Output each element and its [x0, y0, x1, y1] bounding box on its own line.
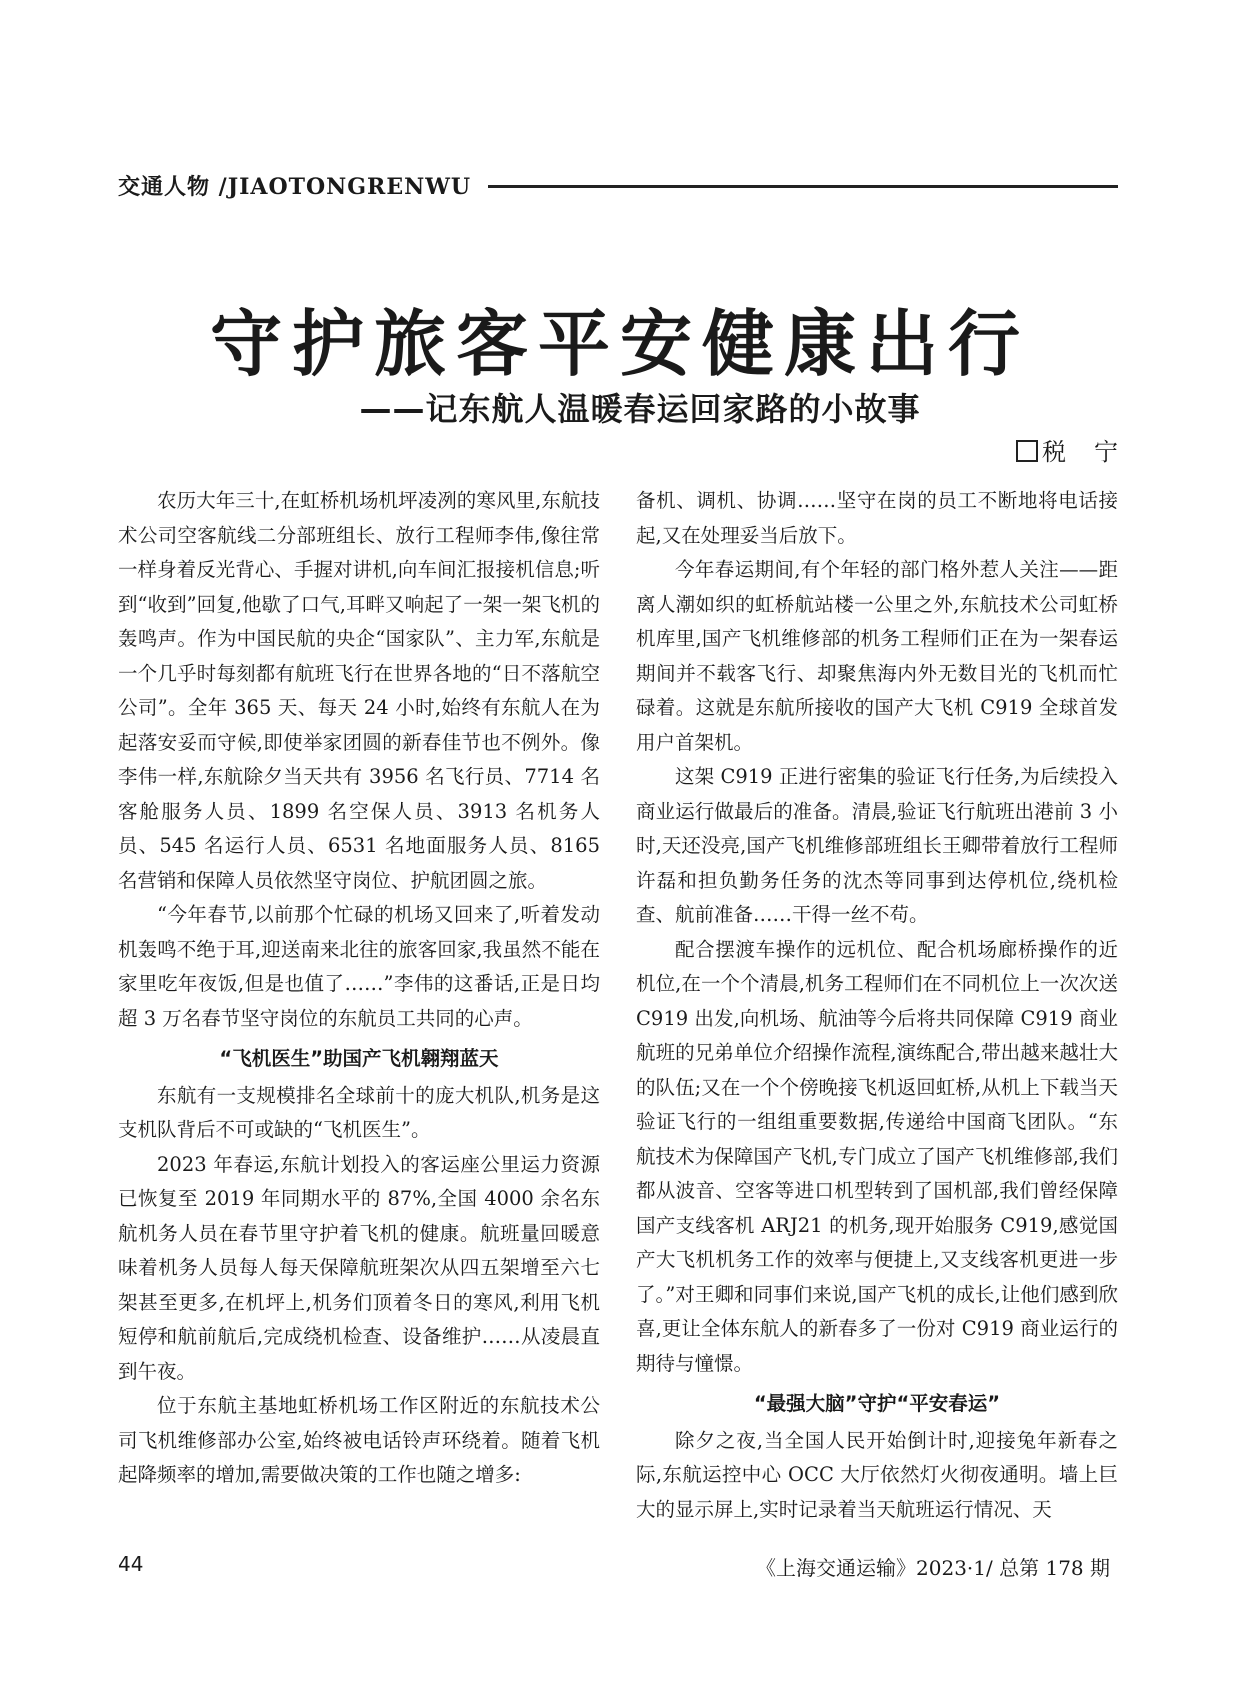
journal-info: 《上海交通运输》2023·1/ 总第 178 期 [756, 1556, 1110, 1580]
paragraph: 除夕之夜,当全国人民开始倒计时,迎接兔年新春之际,东航运控中心 OCC 大厅依然灯火彻夜通明。墙上巨大的显示屏上,实时记录着当天航班运行情况、天 [636, 1428, 1118, 1521]
author-name: 税 宁 [1042, 438, 1120, 466]
header-rule [488, 185, 1118, 188]
left-column [118, 484, 600, 1493]
section-heading: “最强大脑”守护“平安春运” [753, 1392, 1001, 1415]
article-subtitle: ——记东航人温暖春运回家路的小故事 [359, 390, 921, 428]
paragraph: “今年春节,以前那个忙碌的机场又回来了,听着发动机轰鸣不绝于耳,迎送南来北往的旅客回家,我虽然不能在家里吃年夜饭,但是也值了……”李伟的这番话,正是日均超 3 万名春节坚守岗位的东航员工共同的心声。 [118, 903, 600, 1030]
byline-box-icon [1016, 440, 1038, 462]
paragraph: 东航有一支规模排名全球前十的庞大机队,机务是这支机队背后不可或缺的“飞机医生”。 [118, 1083, 600, 1141]
article-title: 守护旅客平安健康出行 [209, 301, 1030, 386]
paragraph: 2023 年春运,东航计划投入的客运座公里运力资源已恢复至 2019 年同期水平的 87%,全国 4000 余名东航机务人员在春节里守护着飞机的健康。航班量回暖意味着机务人员每人每天保障航班架次从四五架增至六七架甚至更多,在机坪上,机务们顶着冬日的寒风,利用飞机短停和航前航后,完成绕机检查、设备维护……从凌晨直到午夜。 [118, 1152, 600, 1383]
byline [1016, 432, 1120, 467]
paragraph: 位于东航主基地虹桥机场工作区附近的东航技术公司飞机维修部办公室,始终被电话铃声环绕着。随着飞机起降频率的增加,需要做决策的工作也随之增多: [118, 1394, 600, 1486]
page-number: 44 [118, 1552, 144, 1576]
paragraph: 备机、调机、协调……坚守在岗的员工不断地将电话接起,又在处理妥当后放下。 [636, 489, 1118, 547]
paragraph: 农历大年三十,在虹桥机场机坪凌冽的寒风里,东航技术公司空客航线二分部班组长、放行工程师李伟,像往常一样身着反光背心、手握对讲机,向车间汇报接机信息;听到“收到”回复,他歇了口气,耳畔又响起了一架一架飞机的轰鸣声。作为中国民航的央企“国家队”、主力军,东航是一个几乎时每刻都有航班飞行在世界各地的“日不落航空公司”。全年 365 天、每天 24 小时,始终有东航人在为起落安妥而守候,即使举家团圆的新春佳节也不例外。像李伟一样,东航除夕当天共有 3956 名飞行员、7714 名客舱服务人员、1899 名空保人员、3913 名机务人员、545 名运行人员、6531 名地面服务人员、8165 名营销和保障人员依然坚守岗位、护航团圆之旅。 [118, 489, 600, 892]
section-heading: “飞机医生”助国产飞机翱翔蓝天 [219, 1047, 499, 1070]
paragraph: 配合摆渡车操作的远机位、配合机场廊桥操作的近机位,在一个个清晨,机务工程师们在不同机位上一次次送 C919 出发,向机场、航油等今后将共同保障 C919 商业航班的兄弟单位介绍操作流程,演练配合,带出越来越壮大的队伍;又在一个个傍晚接飞机返回虹桥,从机上下载当天验证飞行的一组组重要数据,传递给中国商飞团队。“东航技术为保障国产飞机,专门成立了国产飞机维修部,我们都从波音、空客等进口机型转到了国机部,我们曾经保障国产支线客机 ARJ21 的机务,现开始服务 C919,感觉国产大飞机机务工作的效率与便捷上,又支线客机更进一步了。”对王卿和同事们来说,国产飞机的成长,让他们感到欣喜,更让全体东航人的新春多了一份对 C919 商业运行的期待与憧憬。 [636, 937, 1118, 1375]
section-label: 交通人物 /JIAOTONGRENWU [118, 174, 472, 200]
section-header [118, 170, 1118, 206]
paragraph: 今年春运期间,有个年轻的部门格外惹人关注——距离人潮如织的虹桥航站楼一公里之外,东航技术公司虹桥机库里,国产飞机维修部的机务工程师们正在为一架春运期间并不载客飞行、却聚焦海内外无数目光的飞机而忙碌着。这就是东航所接收的国产大飞机 C919 全球首发用户首架机。 [636, 558, 1118, 754]
right-column [636, 484, 1118, 1527]
paragraph: 这架 C919 正进行密集的验证飞行任务,为后续投入商业运行做最后的准备。清晨,验证飞行航班出港前 3 小时,天还没亮,国产飞机维修部班组长王卿带着放行工程师许磊和担负勤务任务的沈杰等同事到达停机位,绕机检查、航前准备……干得一丝不苟。 [636, 765, 1118, 926]
